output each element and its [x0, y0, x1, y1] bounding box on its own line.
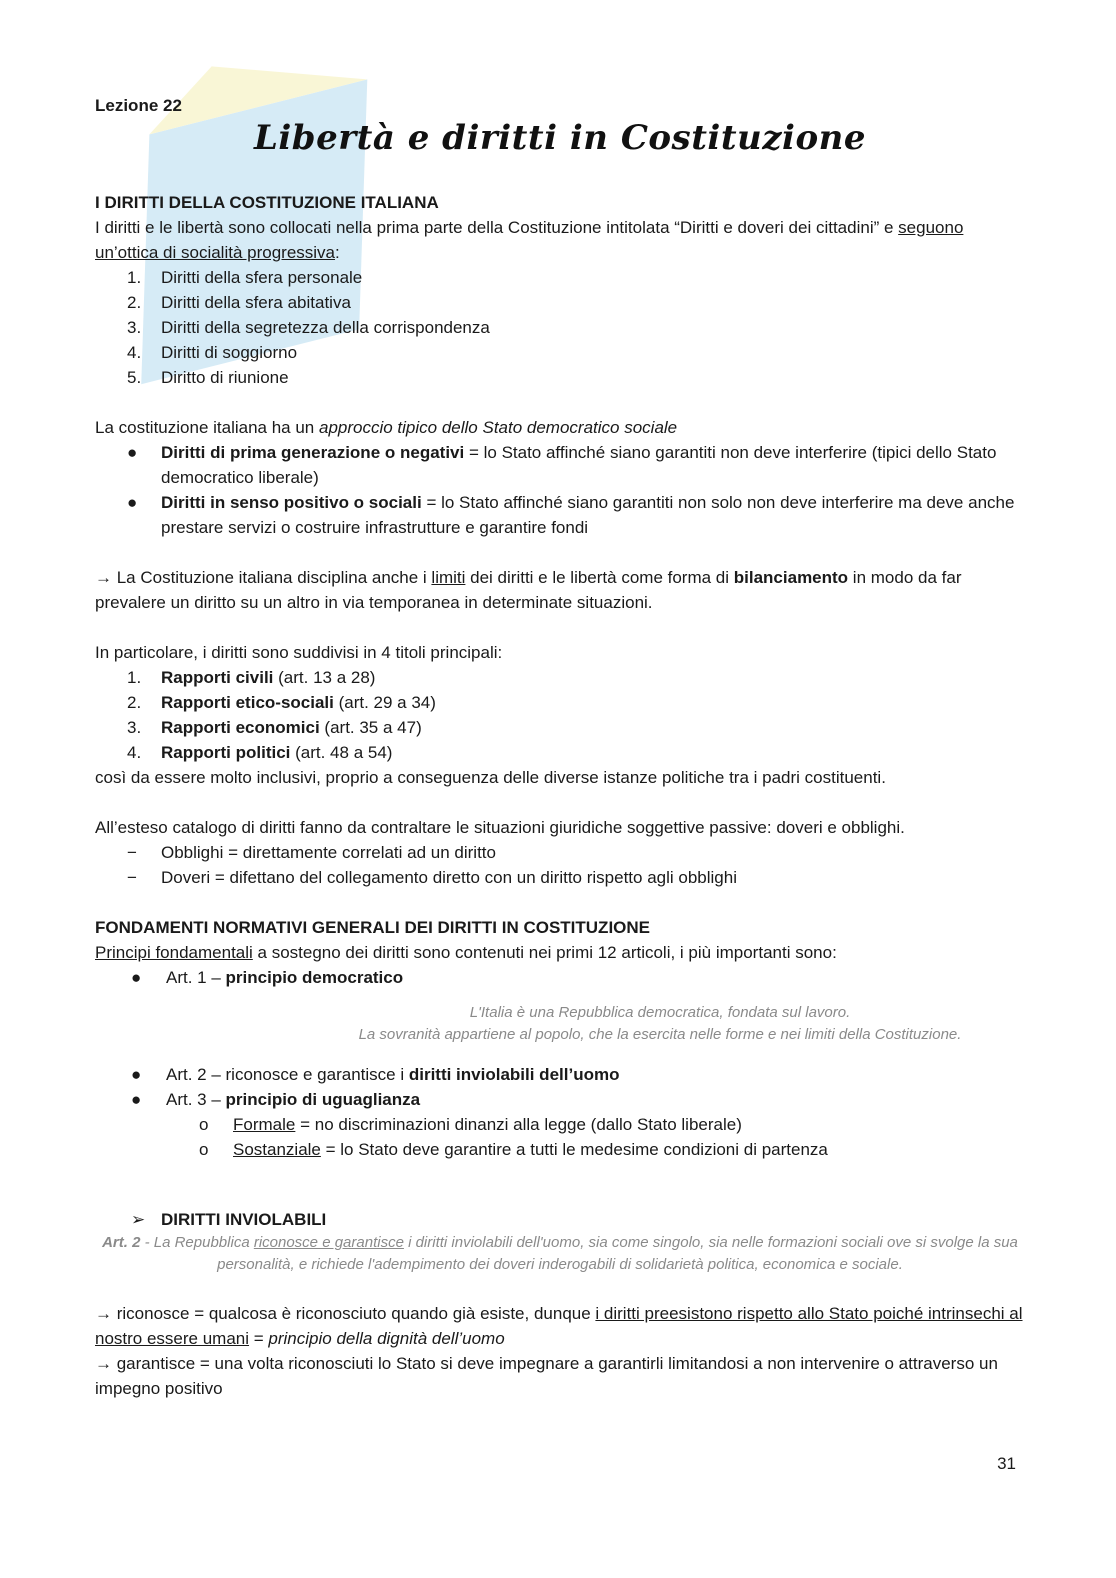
document-body — [95, 190, 1025, 1401]
list-item: 4. Diritti di soggiorno — [127, 343, 298, 362]
principles-intro: Principi fondamentali a sostegno dei diritti sono contenuti nei primi 12 articoli, i più importanti sono: — [95, 943, 837, 962]
list-item: ● Art. 2 – riconosce e garantisce i diritti inviolabili dell’uomo — [95, 1062, 1025, 1087]
duties-intro: All’esteso catalogo di diritti fanno da contraltare le situazioni giuridiche soggettive passive: doveri e obblighi. — [95, 818, 905, 837]
section-heading-1: I DIRITTI DELLA COSTITUZIONE ITALIANA — [95, 193, 439, 212]
circle-bullet-icon: o — [199, 1115, 209, 1134]
list-item: 3. Rapporti economici (art. 35 a 47) — [127, 718, 422, 737]
page-number: 31 — [997, 1454, 1016, 1473]
approach-paragraph: La costituzione italiana ha un approccio tipico dello Stato democratico sociale — [95, 418, 678, 437]
bullet-icon: ● — [131, 1065, 142, 1084]
list-item: ● Diritti in senso positivo o sociali = lo Stato affinché siano garantiti non solo non deve interferire ma deve anche prestare servizi o costruire infrastrutture e garantire fondi — [95, 490, 1025, 540]
intro-underlined: seguono un’ottica di socialità progressiva — [95, 218, 964, 262]
list-item: 4. Rapporti politici (art. 48 a 54) — [127, 743, 393, 762]
bullet-icon: ● — [131, 968, 142, 987]
section-heading-2: FONDAMENTI NORMATIVI GENERALI DEI DIRITTI IN COSTITUZIONE — [95, 918, 651, 937]
duties-list — [95, 840, 1025, 890]
list-item: 2. Rapporti etico-sociali (art. 29 a 34) — [127, 693, 436, 712]
section-heading-3: ➢ DIRITTI INVIOLABILI — [95, 1207, 1025, 1232]
list-item: 1. Diritti della sfera personale — [127, 268, 363, 287]
list-item: o Formale = no discriminazioni dinanzi alla legge (dallo Stato liberale) — [95, 1112, 1025, 1137]
list-item: ● Art. 3 – principio di uguaglianza — [95, 1087, 1025, 1112]
quote-line-1: L'Italia è una Repubblica democratica, fondata sul lavoro. — [469, 1004, 851, 1021]
intro-text: I diritti e le libertà sono collocati nella prima parte della Costituzione intitolata “Diritti e doveri dei cittadini” e — [95, 218, 894, 237]
list-item: o Sostanziale = lo Stato deve garantire a tutti le medesime condizioni di partenza — [95, 1137, 1025, 1162]
titles-intro: In particolare, i diritti sono suddivisi in 4 titoli principali: — [95, 643, 503, 662]
list-item: − Obblighi = direttamente correlati ad un diritto — [127, 843, 496, 862]
guarantees-paragraph: → garantisce = una volta riconosciuti lo Stato si deve impegnare a garantirli limitandosi a non intervenire o attraverso un impegno positivo — [95, 1354, 998, 1398]
arrow-bullet-icon: ➢ — [131, 1210, 146, 1229]
bullet-icon: ● — [127, 443, 138, 462]
list-item: ● Diritti di prima generazione o negativi = lo Stato affinché siano garantiti non deve interferire (tipici dello Stato democratico liberale) — [95, 440, 1025, 490]
limits-paragraph: → La Costituzione italiana disciplina anche i limiti dei diritti e le libertà come forma di bilanciamento in modo da far prevalere un diritto su un altro in via temporanea in determinate situazioni. — [95, 568, 962, 612]
bullet-icon: ● — [131, 1090, 142, 1109]
list-item: 3. Diritti della segretezza della corrispondenza — [127, 318, 490, 337]
rights-list — [95, 265, 1025, 390]
list-item: ● Art. 1 – principio democratico — [95, 965, 1025, 990]
recognizes-paragraph: → riconosce = qualcosa è riconosciuto quando già esiste, dunque i diritti preesistono rispetto allo Stato poiché intrinsechi al nostro essere umani = principio della dignità dell’uomo — [95, 1304, 1023, 1348]
article-2-quote: Art. 2 - La Repubblica riconosce e garantisce i diritti inviolabili dell'uomo, sia come singolo, sia nelle formazioni sociali ove si svolge la sua personalità, e richiede l'adempimento dei doveri inderogabili di solidarietà politica, economica e sociale. — [102, 1234, 1018, 1273]
titles-list — [95, 665, 1025, 765]
list-item: 1. Rapporti civili (art. 13 a 28) — [127, 668, 376, 687]
lesson-label: Lezione 22 — [95, 96, 182, 115]
list-item: 5. Diritto di riunione — [127, 368, 289, 387]
list-item: − Doveri = difettano del collegamento diretto con un diritto rispetto agli obblighi — [127, 868, 737, 887]
page-title: Libertà e diritti in Costituzione — [253, 118, 866, 158]
intro-colon: : — [335, 243, 340, 262]
circle-bullet-icon: o — [199, 1140, 209, 1159]
titles-end: così da essere molto inclusivi, proprio a conseguenza delle diverse istanze politiche tra i padri costituenti. — [95, 768, 886, 787]
bullet-icon: ● — [127, 493, 138, 512]
intro-paragraph — [95, 215, 1025, 265]
quote-line-2: La sovranità appartiene al popolo, che la esercita nelle forme e nei limiti della Costituzione. — [358, 1026, 962, 1043]
list-item: 2. Diritti della sfera abitativa — [127, 293, 351, 312]
rights-type-list — [95, 440, 1025, 540]
